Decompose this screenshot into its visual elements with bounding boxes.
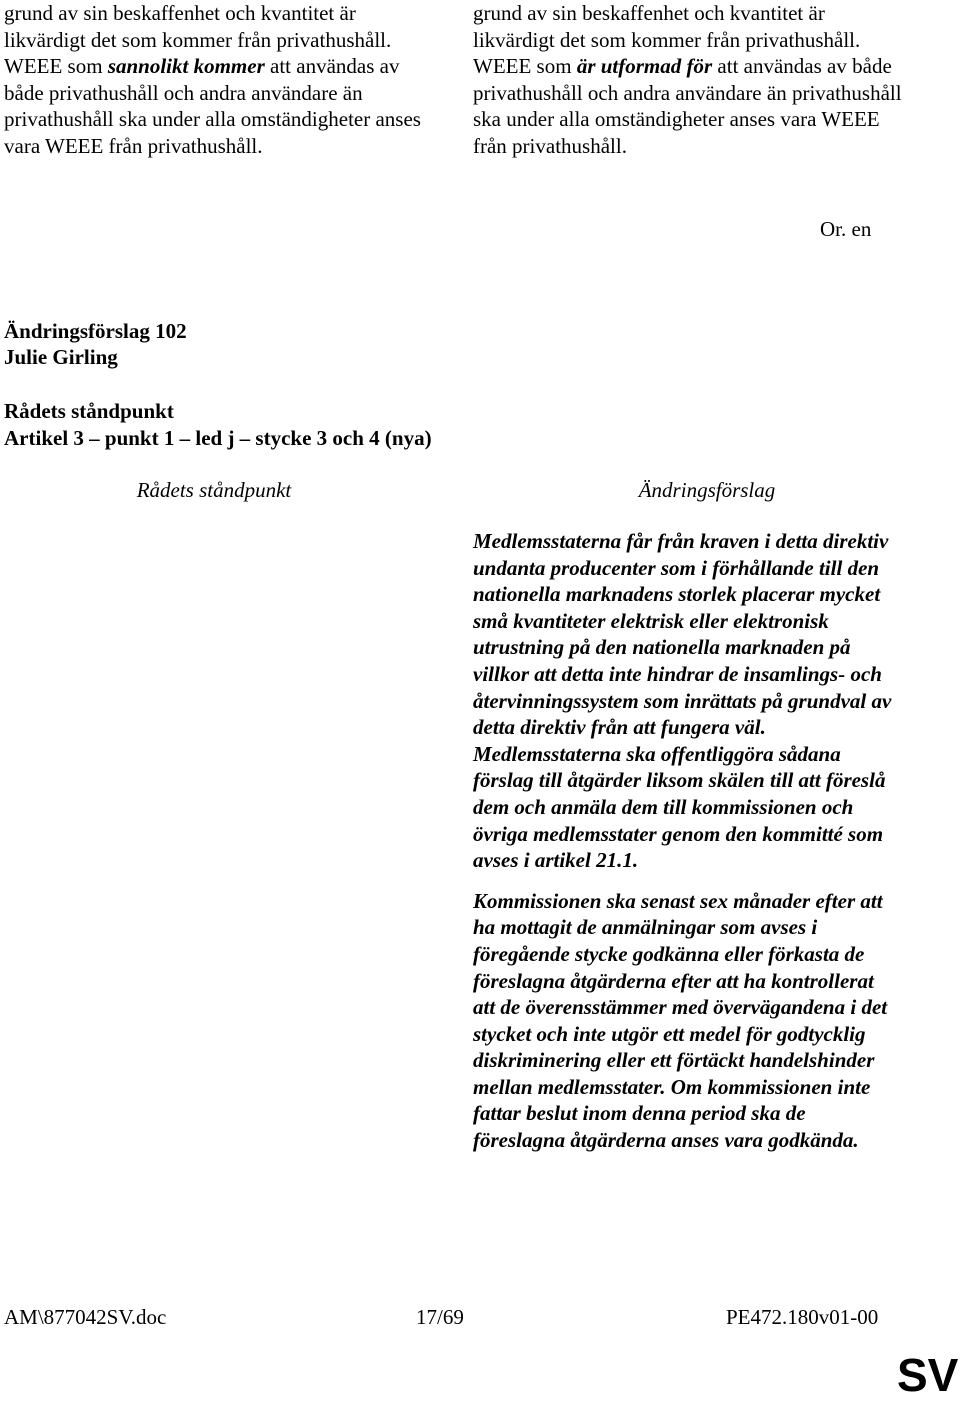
left-text-part: att användas av både privathushåll och andra användare än privathushåll ska under alla omständigheter anses vara WEEE från privathushåll.: [4, 54, 421, 158]
right-column-text: [473, 0, 903, 160]
amendment-title: Ändringsförslag 102: [4, 319, 187, 343]
amendment-paragraph: Kommissionen ska senast sex månader efter att ha mottagit de anmälningar som avses i föregående stycke godkänna eller förkasta de föreslagna åtgärderna efter att ha kontrollerat att de överensstämmer med övervägandena i det stycket och inte utgör ett medel för godtycklig diskriminering eller ett förtäckt handelshinder mellan medlemsstater. Om kommissionen inte fattar beslut inom denna period ska de föreslagna åtgärderna anses vara godkända.: [473, 888, 888, 1153]
language-code: SV: [897, 1349, 959, 1401]
amendment-position: Rådets ståndpunkt: [4, 399, 174, 423]
footer-page-number: 17/69: [416, 1305, 464, 1329]
amendment-text: [473, 528, 893, 1168]
right-text-part: grund av sin beskaffenhet och kvantitet är likvärdigt det som kommer från privathushåll. WEEE som: [473, 1, 861, 79]
left-text-part: grund av sin beskaffenhet och kvantitet är likvärdigt det som kommer från privathushåll. WEEE som: [4, 1, 392, 79]
amendment-paragraph: Medlemsstaterna får från kraven i detta direktiv undanta producenter som i förhållande till den nationella marknadens storlek placerar mycket små kvantiteter elektrisk eller elektronisk utrustning på den nationella marknaden på villkor att detta inte hindrar de insamlings- och återvinningssystem som inrättats på grundval av detta direktiv från att fungera väl. Medlemsstaterna ska offentliggöra sådana förslag till åtgärder liksom skälen till att föreslå dem och anmäla dem till kommissionen och övriga medlemsstater genom den kommitté som avses i artikel 21.1.: [473, 529, 892, 873]
amendment-article: Artikel 3 – punkt 1 – led j – stycke 3 och 4 (nya): [4, 426, 432, 450]
footer-pe-ref: PE472.180v01-00: [726, 1305, 879, 1329]
right-text-part: att användas av både privathushåll och andra användare än privathushåll ska under alla omständigheter anses vara WEEE från privathushåll.: [473, 54, 902, 158]
footer-doc-ref: AM\877042SV.doc: [4, 1305, 167, 1329]
left-column-text: [4, 0, 424, 160]
column-header-council: Rådets ståndpunkt: [136, 478, 292, 502]
right-text-emphasis: är utformad för: [576, 54, 713, 79]
original-language: Or. en: [820, 217, 872, 241]
column-header-amendment: Ändringsförslag: [638, 478, 776, 502]
amendment-author: Julie Girling: [4, 345, 118, 369]
left-text-emphasis: sannolikt kommer: [107, 54, 265, 79]
